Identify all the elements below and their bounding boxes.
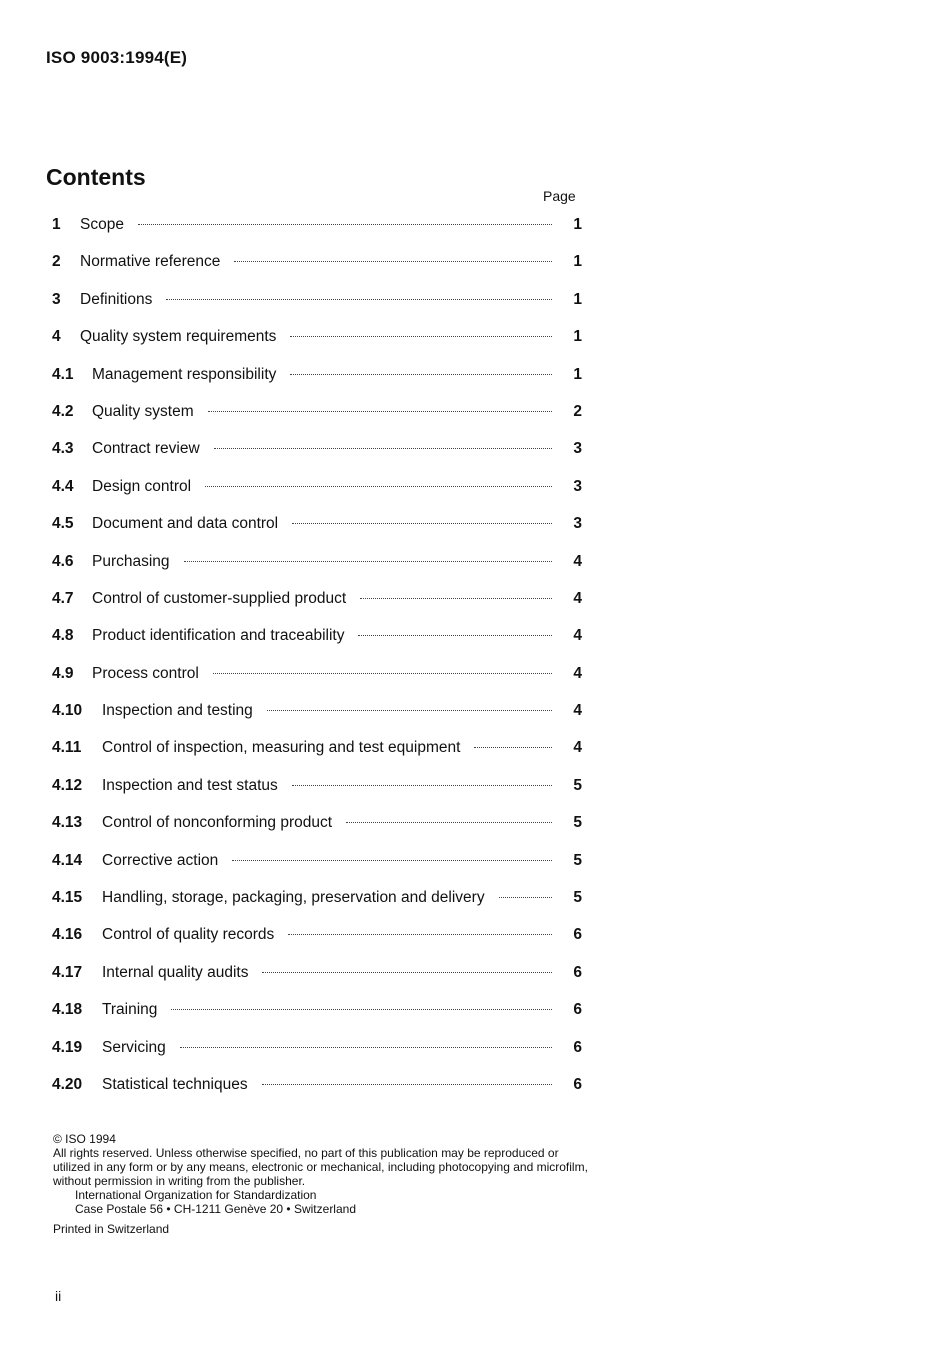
organization-name: International Organization for Standardization xyxy=(75,1188,317,1202)
toc-entry-title: Normative reference xyxy=(80,253,221,271)
toc-entry-page: 6 xyxy=(573,1038,582,1056)
toc-entry-number: 4.18 xyxy=(52,1001,83,1019)
toc-entry[interactable] xyxy=(52,926,582,963)
toc-entry-title: Control of inspection, measuring and test equipment xyxy=(102,739,461,757)
toc-entry-title: Corrective action xyxy=(102,851,219,869)
toc-entry-number: 4.6 xyxy=(52,552,74,570)
toc-entry-page: 5 xyxy=(573,889,582,907)
toc-entry-title: Quality system requirements xyxy=(80,328,277,346)
toc-entry[interactable] xyxy=(52,627,582,664)
toc-entry-page: 1 xyxy=(573,328,582,346)
toc-dot-leader xyxy=(208,411,552,412)
toc-entry[interactable] xyxy=(52,1001,582,1038)
toc-entry-number: 4.4 xyxy=(52,477,74,495)
toc-entry[interactable] xyxy=(52,739,582,776)
toc-entry-page: 6 xyxy=(573,1075,582,1093)
toc-dot-leader xyxy=(358,635,552,636)
toc-entry-page: 1 xyxy=(573,290,582,308)
toc-entry[interactable] xyxy=(52,440,582,477)
toc-entry-title: Control of nonconforming product xyxy=(102,814,333,832)
page-column-label: Page xyxy=(543,188,576,204)
toc-entry[interactable] xyxy=(52,814,582,851)
toc-entry-title: Statistical techniques xyxy=(102,1075,248,1093)
toc-dot-leader xyxy=(138,224,552,225)
toc-entry-number: 4.20 xyxy=(52,1075,83,1093)
toc-entry[interactable] xyxy=(52,478,582,515)
toc-entry-title: Inspection and testing xyxy=(102,702,253,720)
toc-entry-title: Definitions xyxy=(80,290,153,308)
toc-dot-leader xyxy=(180,1047,552,1048)
rights-statement: All rights reserved. Unless otherwise specified, no part of this publication may be reproduced or utilized in any form or by any means, electronic or mechanical, including photocopying and microfilm, without permission in writing from the publisher. xyxy=(53,1146,588,1188)
toc-entry-number: 2 xyxy=(52,253,61,271)
toc-entry-number: 4.7 xyxy=(52,589,74,607)
toc-dot-leader xyxy=(262,972,552,973)
toc-entry-page: 5 xyxy=(573,851,582,869)
toc-entry-title: Product identification and traceability xyxy=(92,627,345,645)
toc-dot-leader xyxy=(267,710,552,711)
toc-entry-number: 4.19 xyxy=(52,1038,83,1056)
toc-entry-title: Contract review xyxy=(92,440,200,458)
toc-entry-page: 6 xyxy=(573,926,582,944)
copyright-notice: © ISO 1994 xyxy=(53,1132,116,1146)
toc-entry-page: 3 xyxy=(573,477,582,495)
toc-entry-page: 2 xyxy=(573,402,582,420)
toc-entry-number: 4.3 xyxy=(52,440,74,458)
toc-entry-number: 4.14 xyxy=(52,851,83,869)
toc-entry[interactable] xyxy=(52,253,582,290)
toc-entry-title: Handling, storage, packaging, preservation and delivery xyxy=(102,889,485,907)
toc-entry-number: 1 xyxy=(52,216,61,233)
toc-entry-number: 4.15 xyxy=(52,889,83,907)
toc-entry-number: 4.2 xyxy=(52,402,74,420)
toc-dot-leader xyxy=(292,785,552,786)
toc-entry-page: 5 xyxy=(573,776,582,794)
toc-entry-page: 6 xyxy=(573,1001,582,1019)
toc-dot-leader xyxy=(290,374,552,375)
toc-entry-number: 4.16 xyxy=(52,926,83,944)
toc-entry-page: 3 xyxy=(573,440,582,458)
toc-entry-title: Document and data control xyxy=(92,515,279,533)
toc-entry-number: 4.11 xyxy=(52,739,82,757)
toc-entry[interactable] xyxy=(52,1076,582,1113)
toc-entry[interactable] xyxy=(52,964,582,1001)
toc-entry-page: 1 xyxy=(573,253,582,271)
toc-entry[interactable] xyxy=(52,702,582,739)
toc-entry-page: 1 xyxy=(573,216,582,233)
toc-entry-number: 4.1 xyxy=(52,365,74,383)
toc-entry[interactable] xyxy=(52,328,582,365)
toc-entry-number: 4.8 xyxy=(52,627,74,645)
standard-identifier: ISO 9003:1994(E) xyxy=(46,48,188,67)
toc-dot-leader xyxy=(232,860,552,861)
toc-entry-page: 4 xyxy=(573,702,582,720)
toc-entry-number: 4.12 xyxy=(52,776,83,794)
organization-address: Case Postale 56 • CH-1211 Genève 20 • Switzerland xyxy=(75,1202,356,1216)
toc-entry-title: Design control xyxy=(92,477,192,495)
toc-entry-page: 3 xyxy=(573,515,582,533)
toc-dot-leader xyxy=(171,1009,552,1010)
toc-entry-page: 4 xyxy=(573,739,582,757)
toc-entry[interactable] xyxy=(52,216,582,253)
toc-entry-title: Purchasing xyxy=(92,552,170,570)
toc-entry-title: Control of quality records xyxy=(102,926,275,944)
toc-dot-leader xyxy=(499,897,552,898)
toc-entry-number: 4.17 xyxy=(52,963,83,981)
toc-entry-page: 4 xyxy=(573,664,582,682)
toc-entry-page: 6 xyxy=(573,963,582,981)
toc-entry-number: 4.13 xyxy=(52,814,83,832)
page-folio: ii xyxy=(55,1288,62,1304)
toc-entry-number: 4.9 xyxy=(52,664,74,682)
toc-entry-title: Quality system xyxy=(92,402,194,420)
toc-entry-number: 4.5 xyxy=(52,515,74,533)
toc-entry[interactable] xyxy=(52,665,582,702)
toc-entry[interactable] xyxy=(52,515,582,552)
toc-dot-leader xyxy=(288,934,552,935)
toc-entry-number: 3 xyxy=(52,290,61,308)
toc-dot-leader xyxy=(290,336,552,337)
toc-entry-number: 4 xyxy=(52,328,61,346)
toc-entry-page: 5 xyxy=(573,814,582,832)
toc-dot-leader xyxy=(346,822,552,823)
copyright-block xyxy=(53,1132,593,1236)
toc-entry-title: Scope xyxy=(80,216,124,233)
toc-dot-leader xyxy=(262,1084,552,1085)
toc-dot-leader xyxy=(474,747,552,748)
table-of-contents xyxy=(52,216,582,1113)
toc-entry-title: Servicing xyxy=(102,1038,166,1056)
toc-entry-page: 4 xyxy=(573,627,582,645)
toc-dot-leader xyxy=(214,448,552,449)
toc-entry-title: Process control xyxy=(92,664,199,682)
toc-dot-leader xyxy=(360,598,552,599)
toc-entry[interactable] xyxy=(52,889,582,926)
toc-entry-title: Management responsibility xyxy=(92,365,277,383)
toc-dot-leader xyxy=(292,523,552,524)
toc-dot-leader xyxy=(205,486,552,487)
toc-entry-page: 4 xyxy=(573,589,582,607)
printed-in: Printed in Switzerland xyxy=(53,1222,170,1236)
toc-entry[interactable] xyxy=(52,777,582,814)
toc-entry-title: Control of customer-supplied product xyxy=(92,589,347,607)
toc-entry[interactable] xyxy=(52,366,582,403)
toc-entry[interactable] xyxy=(52,403,582,440)
toc-entry-number: 4.10 xyxy=(52,702,83,720)
toc-entry[interactable] xyxy=(52,291,582,328)
toc-entry[interactable] xyxy=(52,852,582,889)
toc-entry-page: 1 xyxy=(573,365,582,383)
toc-entry[interactable] xyxy=(52,590,582,627)
toc-entry[interactable] xyxy=(52,1039,582,1076)
toc-dot-leader xyxy=(234,261,552,262)
contents-heading: Contents xyxy=(46,164,146,190)
toc-entry-title: Training xyxy=(102,1001,158,1019)
toc-dot-leader xyxy=(184,561,552,562)
toc-entry-page: 4 xyxy=(573,552,582,570)
toc-entry-title: Inspection and test status xyxy=(102,776,278,794)
toc-dot-leader xyxy=(213,673,552,674)
toc-entry[interactable] xyxy=(52,553,582,590)
toc-dot-leader xyxy=(166,299,552,300)
toc-entry-title: Internal quality audits xyxy=(102,963,249,981)
